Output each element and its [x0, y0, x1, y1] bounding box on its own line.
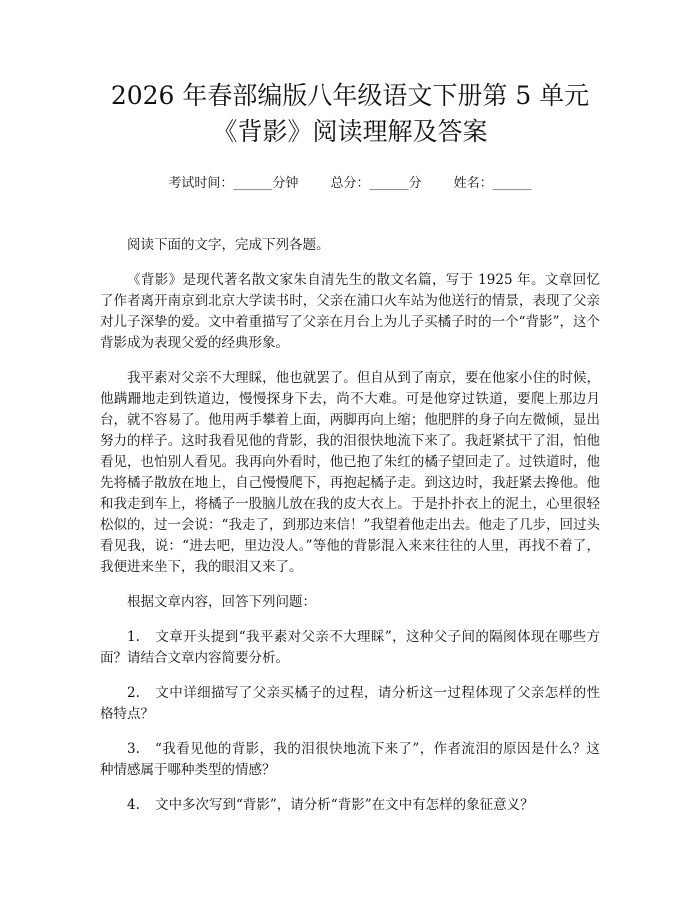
- question-number: 2.: [127, 685, 140, 701]
- question-item: [100, 739, 600, 781]
- question-intro: 根据文章内容，回答下列问题：: [127, 594, 316, 610]
- question-text: 文章开头提到“我平素对父亲不大理睬”，这种父子间的隔阂体现在哪些方面？请结合文章内容简要分析。: [100, 629, 600, 666]
- question-item: [100, 795, 600, 816]
- total-score-label: 总分：______分: [330, 176, 422, 191]
- document-title: [100, 78, 600, 150]
- question-list: [100, 627, 600, 816]
- question-number: 3.: [127, 741, 140, 757]
- exam-meta: [100, 175, 600, 193]
- intro-paragraph: 《背影》是现代著名散文家朱自清先生的散文名篇，写于 1925 年。文章回忆了作者离开南京到北京大学读书时，父亲在浦口火车站为他送行的情景，表现了父亲对儿子深挚的爱。文中着重描写了父亲在月台上为儿子买橘子时的一个“背影”，这个背影成为表现父爱的经典形象。: [100, 272, 600, 351]
- question-number: 1.: [127, 629, 140, 645]
- question-number: 4.: [127, 797, 140, 813]
- document-content: [100, 235, 600, 816]
- question-text: “我看见他的背影，我的泪很快地流下来了”，作者流泪的原因是什么？这种情感属于哪种类型的情感？: [100, 741, 600, 778]
- question-text: 文中详细描写了父亲买橘子的过程，请分析这一过程体现了父亲怎样的性格特点？: [100, 685, 600, 722]
- question-item: [100, 627, 600, 669]
- title-line-2: 《背影》阅读理解及答案: [212, 117, 488, 146]
- question-text: 文中多次写到“背影”，请分析“背影”在文中有怎样的象征意义？: [155, 797, 534, 813]
- title-line-1: 2026 年春部编版八年级语文下册第 5 单元: [110, 81, 590, 110]
- passage-paragraph: 我平素对父亲不大理睬，他也就罢了。但自从到了南京，要在他家小住的时候，他蹒跚地走到铁道边，慢慢探身下去，尚不大难。可是他穿过铁道，要爬上那边月台，就不容易了。他用两手攀着上面，两脚再向上缩；他肥胖的身子向左微倾，显出努力的样子。这时我看见他的背影，我的泪很快地流下来了。我赶紧拭干了泪，怕他看见，也怕别人看见。我再向外看时，他已抱了朱红的橘子望回走了。过铁道时，他先将橘子散放在地上，自己慢慢爬下，再抱起橘子走。到这边时，我赶紧去搀他。他和我走到车上，将橘子一股脑儿放在我的皮大衣上。于是扑扑衣上的泥土，心里很轻松似的，过一会说：“我走了，到那边来信！”我望着他走出去。他走了几步，回过头看见我，说：“进去吧，里边没人。”等他的背影混入来来往往的人里，再找不着了，我便进来坐下，我的眼泪又来了。: [100, 370, 600, 575]
- student-name-label: 姓名：______: [453, 176, 532, 191]
- instruction-text: 阅读下面的文字，完成下列各题。: [127, 237, 330, 253]
- question-item: [100, 683, 600, 725]
- exam-time-label: 考试时间：______分钟: [168, 176, 299, 191]
